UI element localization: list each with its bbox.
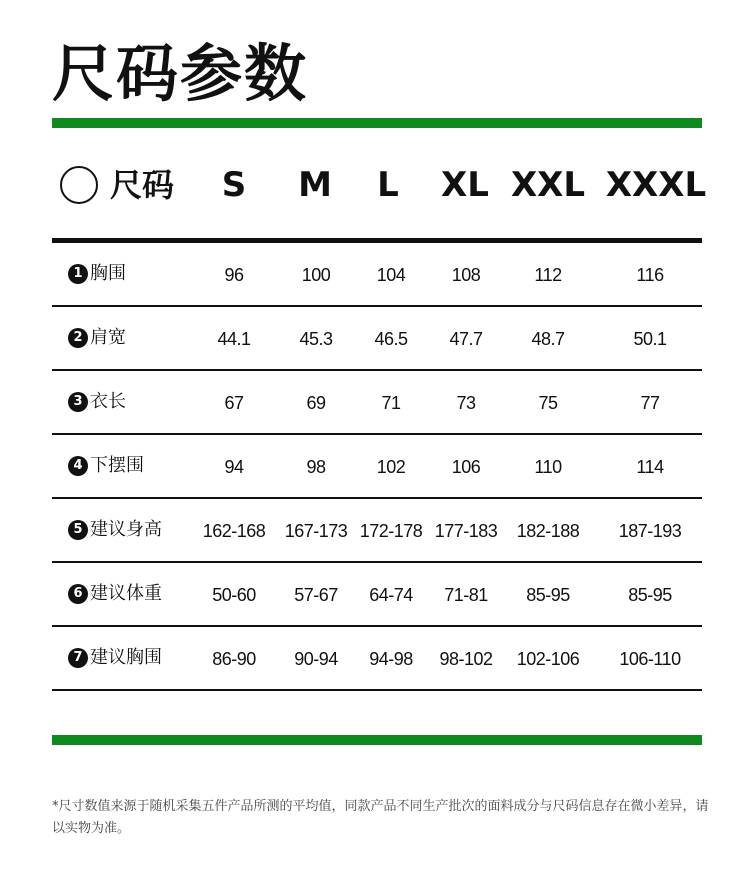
table-cell: 45.3: [299, 329, 333, 349]
table-cell: 67: [224, 393, 244, 413]
row-label-text: 建议体重: [90, 583, 162, 604]
table-row: [52, 307, 702, 371]
number-badge-icon: 4: [68, 456, 88, 476]
table-cell: 162-168: [202, 521, 266, 541]
table-cell: 90-94: [294, 649, 338, 669]
table-cell: 104: [376, 265, 406, 285]
row-label: [68, 390, 126, 414]
table-cell: 102: [376, 457, 406, 477]
table-cell: 69: [306, 393, 326, 413]
table-cell: 187-193: [618, 521, 682, 541]
size-header-xxl: XXL: [510, 165, 586, 205]
size-table: [52, 243, 702, 691]
size-header-xxxl: XXXL: [605, 165, 707, 205]
table-cell: 106-110: [619, 649, 681, 669]
row-label: [68, 454, 144, 478]
table-cell: 71: [381, 393, 401, 413]
size-header-m: M: [298, 165, 332, 205]
size-header-row: [52, 150, 707, 222]
row-label: [68, 262, 126, 286]
table-cell: 47.7: [449, 329, 483, 349]
bottom-green-bar: [52, 735, 702, 745]
row-label-text: 肩宽: [90, 327, 126, 348]
table-row: [52, 499, 702, 563]
table-cell: 94-98: [369, 649, 413, 669]
row-label-text: 衣长: [90, 391, 126, 412]
table-cell: 106: [451, 457, 481, 477]
table-cell: 64-74: [369, 585, 413, 605]
number-badge-icon: 6: [68, 584, 88, 604]
footnote: *尺寸数值来源于随机采集五件产品所测的平均值，同款产品不同生产批次的面料成分与尺码信息存在微小差异，请以实物为准。: [52, 799, 709, 836]
table-cell: 98-102: [439, 649, 493, 669]
table-cell: 172-178: [359, 521, 423, 541]
table-cell: 177-183: [434, 521, 498, 541]
table-cell: 96: [224, 265, 244, 285]
table-cell: 182-188: [516, 521, 580, 541]
table-cell: 86-90: [212, 649, 256, 669]
number-badge-icon: 5: [68, 520, 88, 540]
table-cell: 46.5: [374, 329, 408, 349]
table-cell: 116: [636, 265, 664, 285]
number-badge-icon: 7: [68, 648, 88, 668]
top-green-bar: [52, 118, 702, 128]
table-cell: 100: [301, 265, 331, 285]
table-cell: 114: [636, 457, 664, 477]
table-cell: 102-106: [516, 649, 580, 669]
row-label: [68, 518, 162, 542]
size-header-s: S: [221, 165, 247, 205]
table-cell: 71-81: [444, 585, 488, 605]
table-cell: 44.1: [217, 329, 251, 349]
size-header-l: L: [377, 165, 399, 205]
table-row: [52, 627, 702, 691]
table-row: [52, 435, 702, 499]
row-label-text: 下摆围: [90, 455, 144, 476]
table-cell: 112: [534, 265, 562, 285]
table-row: [52, 243, 702, 307]
table-cell: 57-67: [294, 585, 338, 605]
table-cell: 50.1: [633, 329, 667, 349]
row-label: [68, 326, 126, 350]
row-label: [68, 582, 162, 606]
table-cell: 98: [306, 457, 326, 477]
number-badge-icon: 1: [68, 264, 88, 284]
table-cell: 77: [640, 393, 660, 413]
circle-outline-icon: [60, 166, 98, 204]
table-cell: 167-173: [284, 521, 348, 541]
size-header-label: 尺码: [110, 166, 175, 204]
row-label-text: 胸围: [90, 263, 126, 284]
row-label-text: 建议胸围: [90, 647, 162, 668]
table-cell: 73: [456, 393, 476, 413]
number-badge-icon: 3: [68, 392, 88, 412]
table-row: [52, 563, 702, 627]
table-cell: 85-95: [628, 585, 672, 605]
size-header-xl: XL: [441, 165, 489, 205]
page-title: 尺码参数: [52, 37, 309, 110]
row-label-text: 建议身高: [90, 519, 162, 540]
table-cell: 50-60: [212, 585, 256, 605]
table-cell: 110: [534, 457, 562, 477]
table-cell: 75: [538, 393, 558, 413]
table-row: [52, 371, 702, 435]
table-cell: 94: [224, 457, 244, 477]
table-cell: 85-95: [526, 585, 570, 605]
table-cell: 108: [451, 265, 481, 285]
row-label: [68, 646, 162, 670]
table-cell: 48.7: [531, 329, 565, 349]
number-badge-icon: 2: [68, 328, 88, 348]
